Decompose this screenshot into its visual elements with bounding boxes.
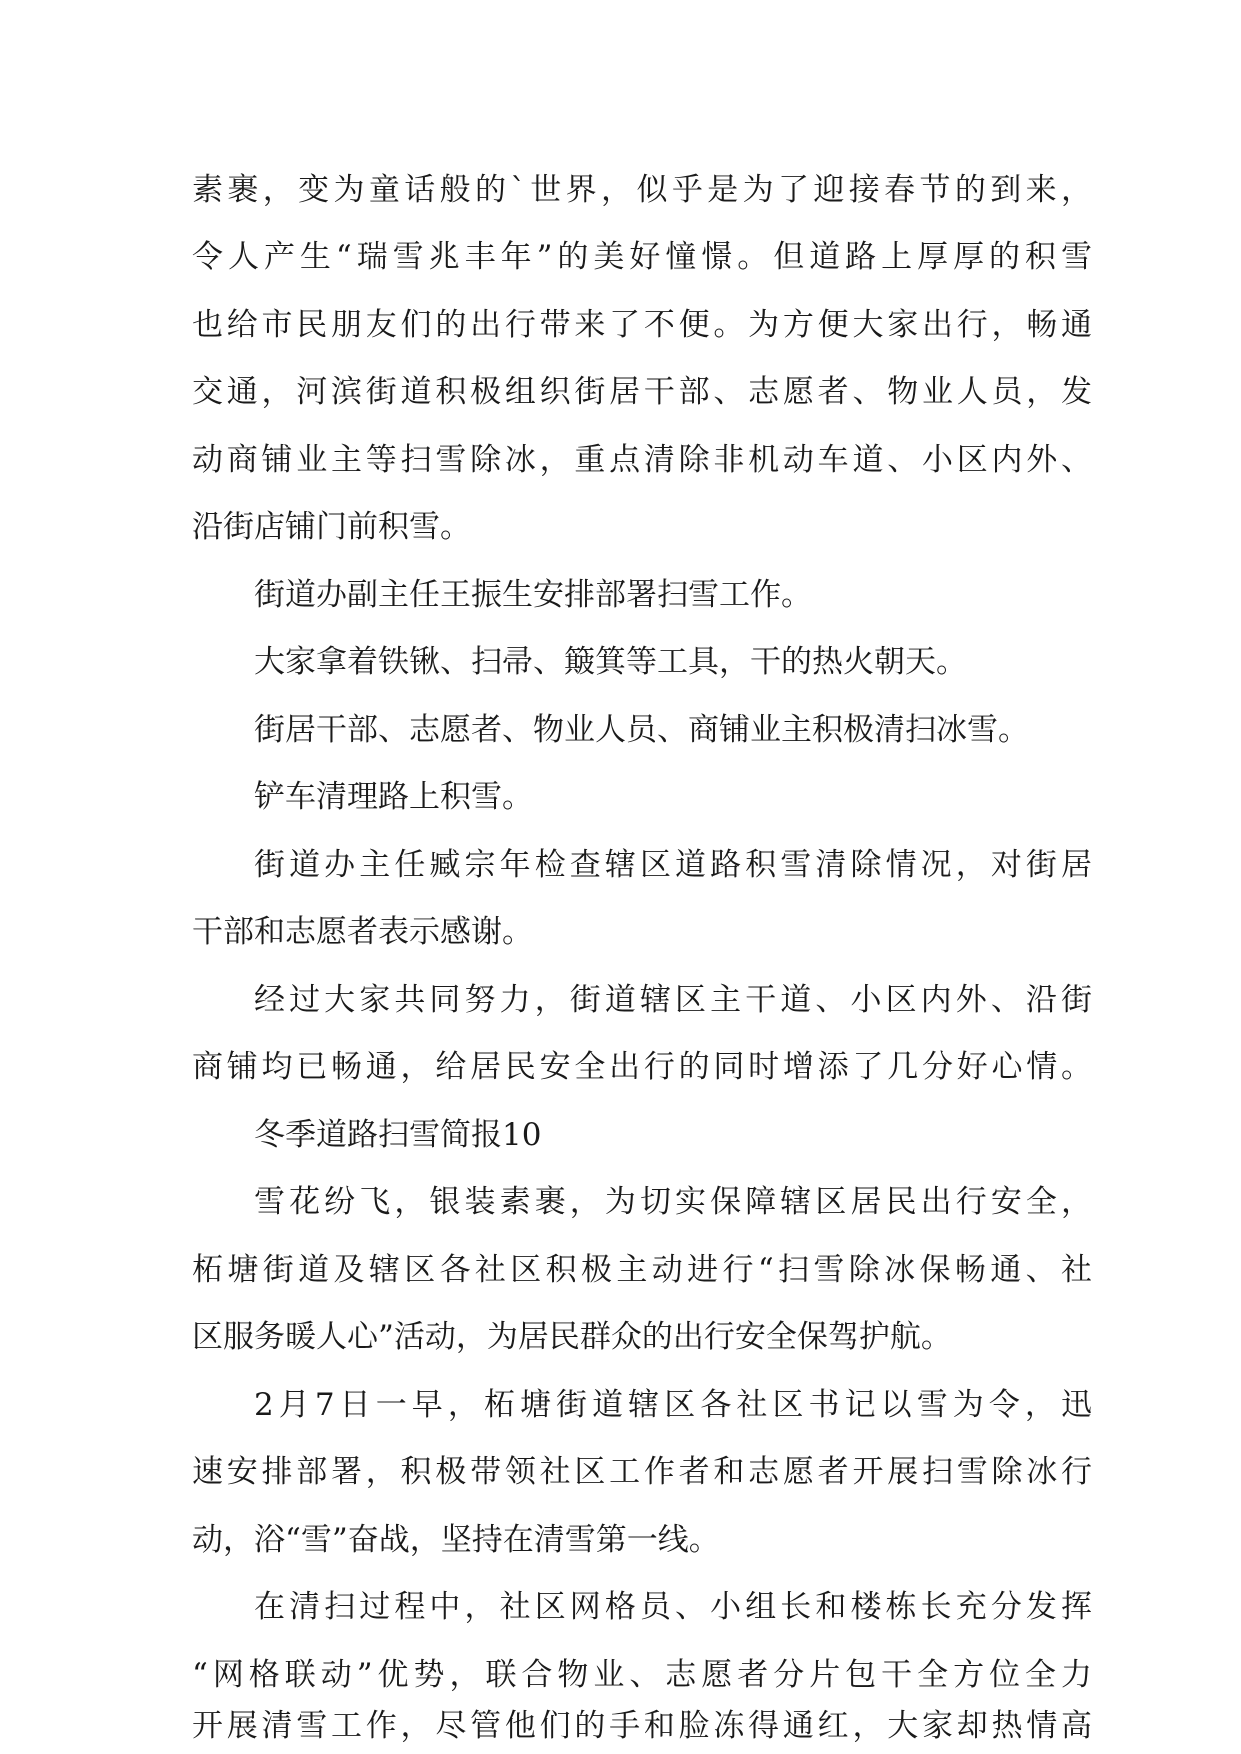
text-line: 街道办副主任王振生安排部署扫雪工作。	[254, 577, 812, 613]
text-line: 干部和志愿者表示感谢。	[192, 914, 533, 950]
text-line: 铲车清理路上积雪。	[254, 779, 533, 815]
text-line: 2月7日一早，柘塘街道辖区各社区书记以雪为令，迅	[254, 1387, 1092, 1423]
text-line: 大家拿着铁锹、扫帚、簸箕等工具，干的热火朝天。	[254, 644, 967, 680]
text-line: “网格联动”优势，联合物业、志愿者分片包干全方位全力	[192, 1657, 1092, 1693]
text-line: 素裹，变为童话般的`世界，似乎是为了迎接春节的到来，	[192, 172, 1092, 208]
text-line: 动商铺业主等扫雪除冰，重点清除非机动车道、小区内外、	[192, 442, 1092, 478]
text-line: 经过大家共同努力，街道辖区主干道、小区内外、沿街	[254, 982, 1092, 1018]
text-line: 也给市民朋友们的出行带来了不便。为方便大家出行，畅通	[192, 307, 1092, 343]
section-heading: 冬季道路扫雪简报10	[254, 1117, 542, 1153]
text-line: 令人产生“瑞雪兆丰年”的美好憧憬。但道路上厚厚的积雪	[192, 239, 1092, 275]
text-line: 商铺均已畅通，给居民安全出行的同时增添了几分好心情。	[192, 1049, 1092, 1085]
text-line: 开展清雪工作，尽管他们的手和脸冻得通红，大家却热情高	[192, 1708, 1092, 1744]
text-line: 交通，河滨街道积极组织街居干部、志愿者、物业人员，发	[192, 374, 1092, 410]
text-line: 速安排部署，积极带领社区工作者和志愿者开展扫雪除冰行	[192, 1454, 1092, 1490]
text-line: 区服务暖人心”活动，为居民群众的出行安全保驾护航。	[192, 1319, 952, 1355]
text-line: 在清扫过程中，社区网格员、小组长和楼栋长充分发挥	[254, 1589, 1092, 1625]
text-line: 动，浴“雪”奋战，坚持在清雪第一线。	[192, 1522, 720, 1558]
text-line: 沿街店铺门前积雪。	[192, 509, 471, 545]
text-line: 街道办主任臧宗年检查辖区道路积雪清除情况，对街居	[254, 847, 1092, 883]
text-line: 雪花纷飞，银装素裹，为切实保障辖区居民出行安全，	[254, 1184, 1092, 1220]
text-line: 柘塘街道及辖区各社区积极主动进行“扫雪除冰保畅通、社	[192, 1252, 1092, 1288]
text-line: 街居干部、志愿者、物业人员、商铺业主积极清扫冰雪。	[254, 712, 1029, 748]
